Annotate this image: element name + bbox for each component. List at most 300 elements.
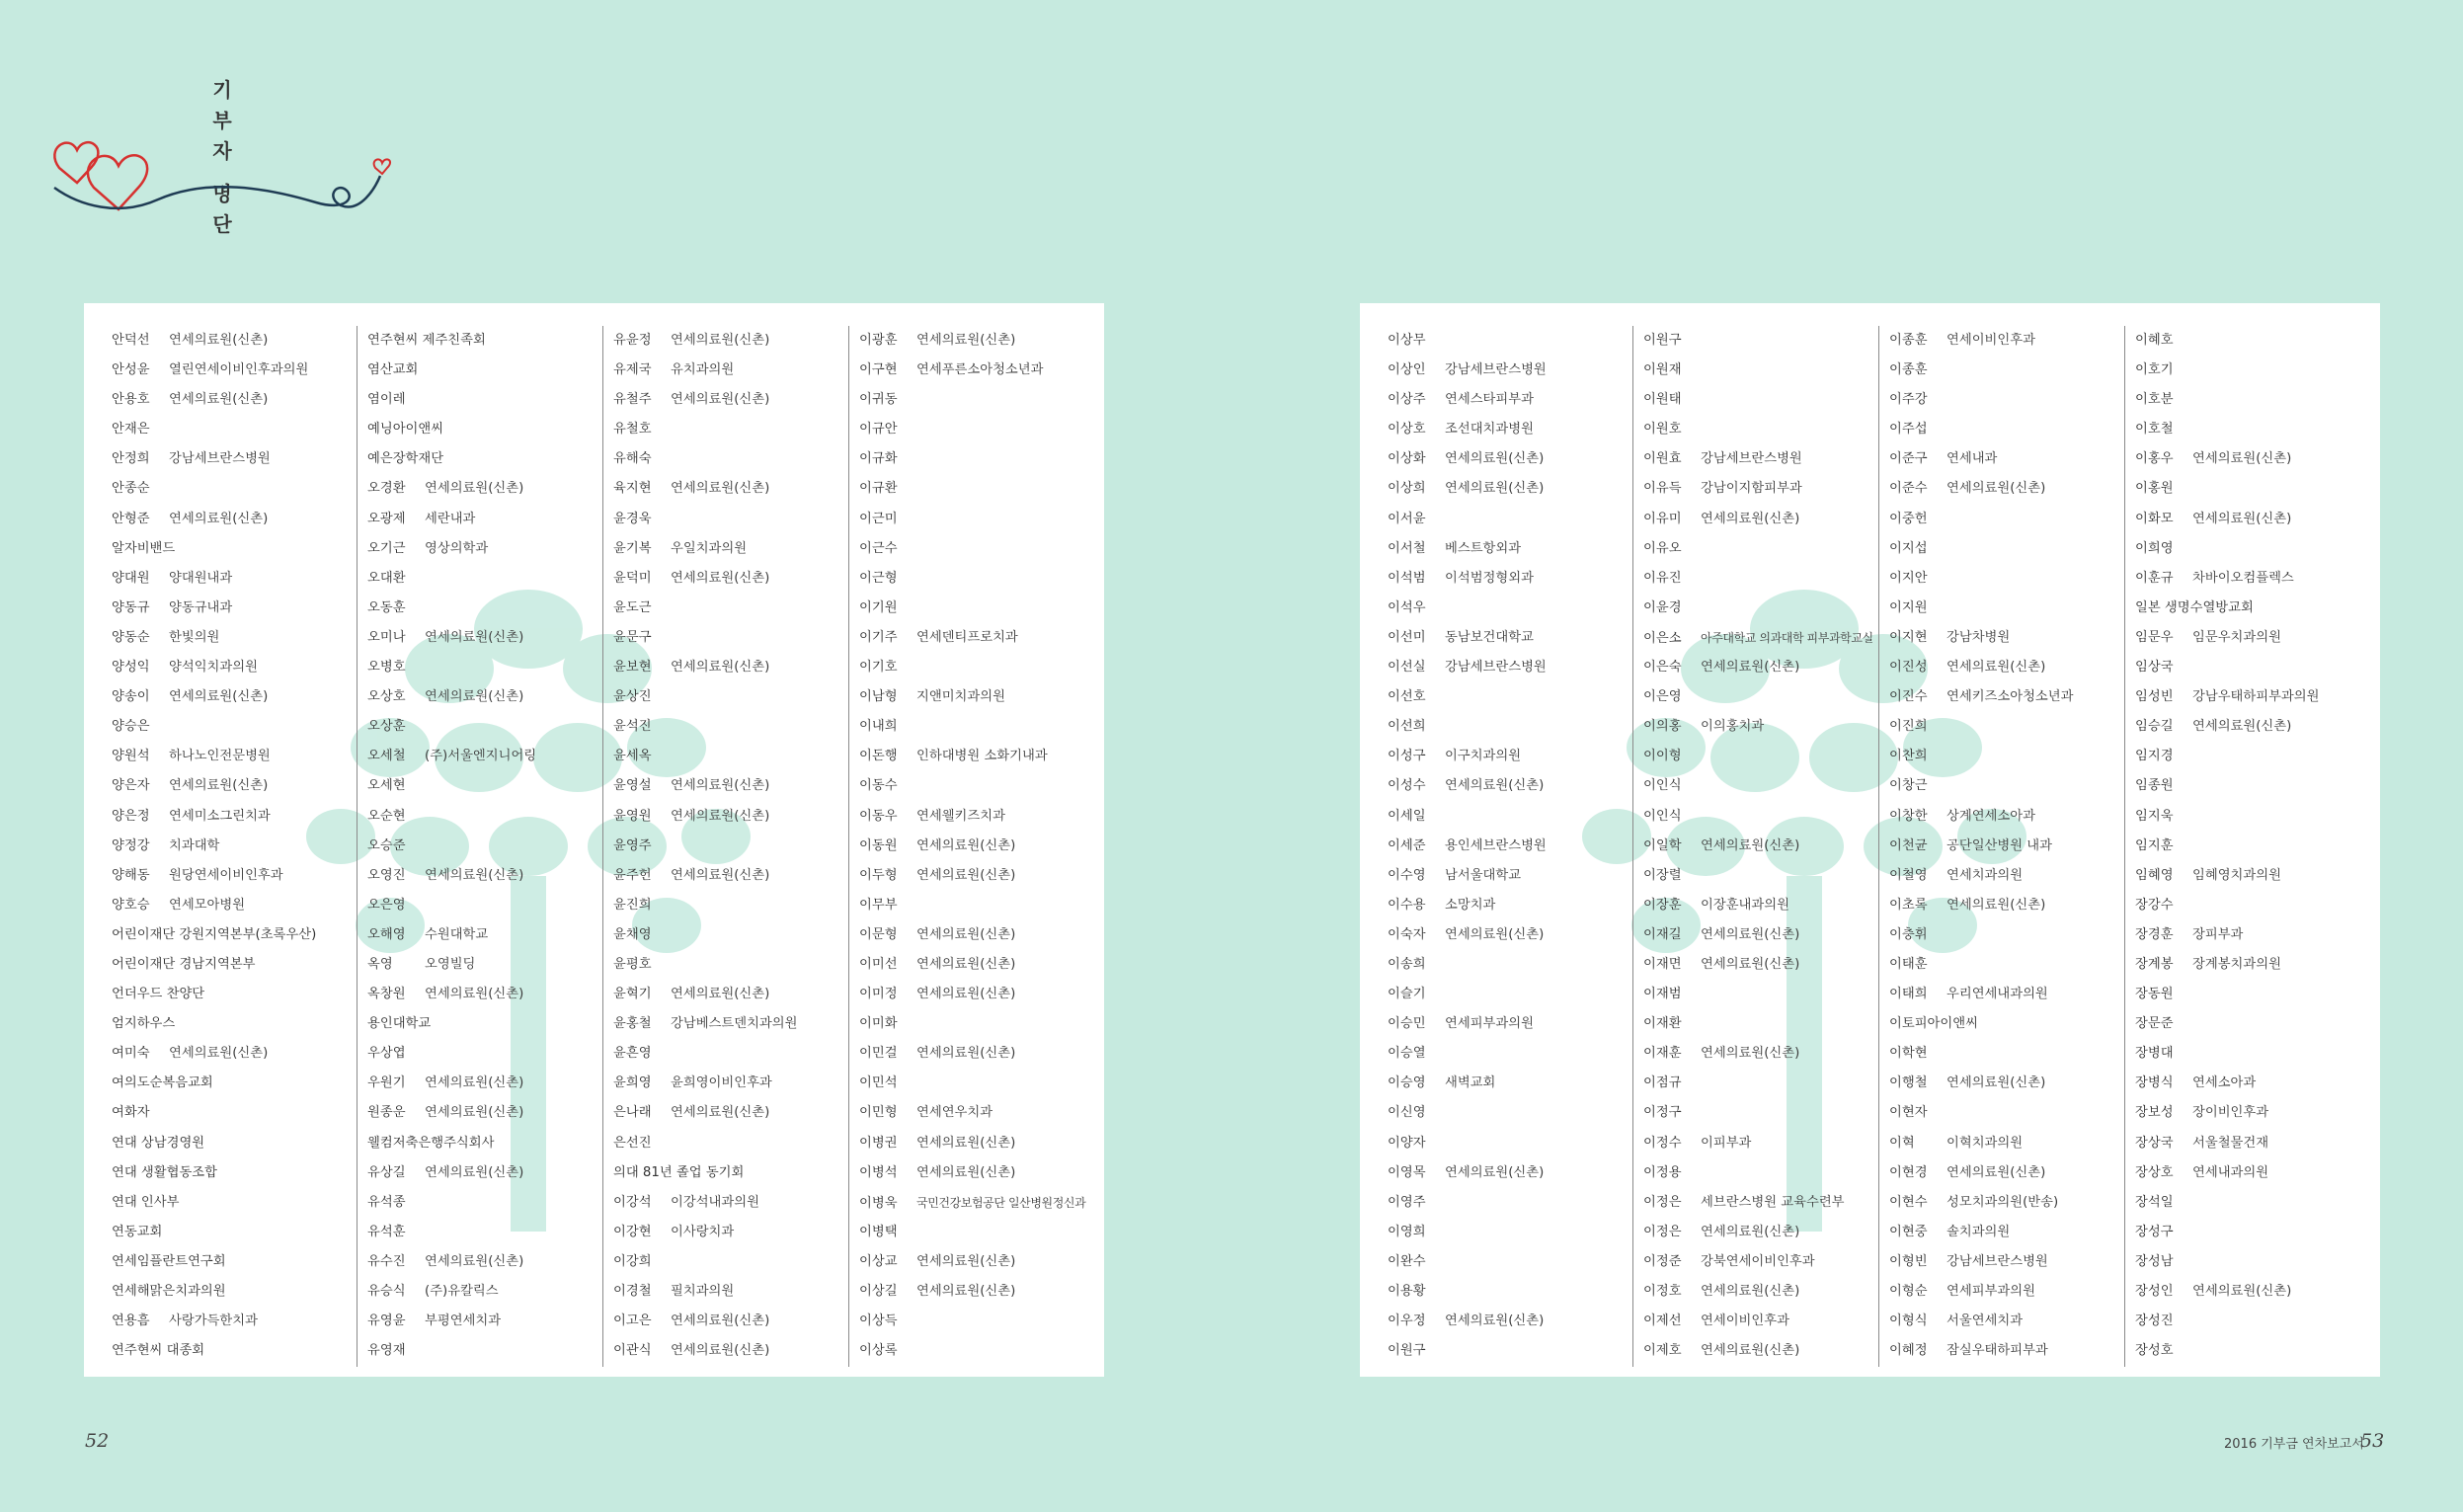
donor-name: 장성진 xyxy=(2135,1313,2174,1329)
donor-name: 유영재 xyxy=(367,1343,406,1359)
donor-row xyxy=(849,1098,1094,1128)
donor-row xyxy=(603,802,848,832)
donor-name: 양승은 xyxy=(112,719,150,735)
donor-row xyxy=(358,1247,602,1277)
donor-row xyxy=(358,474,602,504)
donor-organization: 연세의료원(신촌) xyxy=(1445,451,1545,467)
donor-row xyxy=(112,534,357,564)
donor-name: 유승식 xyxy=(367,1284,406,1299)
donor-row xyxy=(112,1039,357,1069)
donor-name: 안성윤 xyxy=(112,362,150,378)
donor-row xyxy=(1633,356,1878,385)
donor-row xyxy=(1633,594,1878,623)
donor-name: 양은자 xyxy=(112,778,150,794)
donor-name: 이양자 xyxy=(1388,1135,1426,1151)
donor-name: 이돈행 xyxy=(859,749,898,764)
donor-row xyxy=(112,564,357,594)
donor-row xyxy=(112,326,357,356)
donor-row xyxy=(112,1009,357,1039)
donor-organization: 연세의료원(신촌) xyxy=(916,837,1016,853)
donor-row xyxy=(1633,623,1878,653)
donor-name: 유철주 xyxy=(613,392,652,408)
donor-row xyxy=(2125,385,2370,415)
donor-row xyxy=(1388,356,1632,385)
donor-name: 이슬기 xyxy=(1388,987,1426,1002)
donor-name: 윤석진 xyxy=(613,719,652,735)
donor-name: 이송희 xyxy=(1388,956,1426,972)
donor-row xyxy=(2125,1247,2370,1277)
donor-row xyxy=(358,1277,602,1307)
donor-name: 이내희 xyxy=(859,719,898,735)
donor-name: 이기주 xyxy=(859,629,898,645)
donor-name: 이미화 xyxy=(859,1016,898,1032)
donor-name: 이구현 xyxy=(859,362,898,378)
donor-row xyxy=(1633,802,1878,832)
donor-name: 이은영 xyxy=(1643,689,1682,705)
donor-row xyxy=(112,950,357,980)
donor-name: 이우정 xyxy=(1388,1313,1426,1329)
donor-row xyxy=(1633,1129,1878,1158)
donor-organization: 연세의료원(신촌) xyxy=(425,987,524,1002)
donor-organization: 인하대병원 소화기내과 xyxy=(916,749,1048,764)
donor-name: 용인대학교 xyxy=(367,1016,432,1032)
donor-row xyxy=(112,1188,357,1218)
donor-row xyxy=(1879,653,2124,682)
donor-name: 유해숙 xyxy=(613,451,652,467)
donor-row xyxy=(358,1069,602,1098)
donor-name: 이규안 xyxy=(859,422,898,438)
donor-row xyxy=(1879,832,2124,861)
donor-row xyxy=(2125,1158,2370,1188)
donor-organization: 연세의료원(신촌) xyxy=(671,987,770,1002)
donor-row xyxy=(603,920,848,950)
donor-name: 이상교 xyxy=(859,1253,898,1269)
donor-row xyxy=(2125,1218,2370,1247)
report-title: 2016 기부금 연차보고서 xyxy=(2224,1437,2364,1452)
donor-name: 임문우 xyxy=(2135,629,2174,645)
donor-row xyxy=(603,950,848,980)
donor-organization: 연세의료원(신촌) xyxy=(671,867,770,883)
donor-row xyxy=(2125,891,2370,920)
donor-organization: 강남세브란스병원 xyxy=(1947,1253,2048,1269)
donor-name: 이민걸 xyxy=(859,1046,898,1062)
donor-row xyxy=(2125,1069,2370,1098)
donor-name: 이승열 xyxy=(1388,1046,1426,1062)
donor-row xyxy=(358,1336,602,1366)
donor-row xyxy=(1388,1218,1632,1247)
donor-name: 오순현 xyxy=(367,808,406,824)
donor-row xyxy=(112,444,357,474)
donor-name: 이호철 xyxy=(2135,422,2174,438)
donor-row xyxy=(1388,950,1632,980)
donor-organization: 연세의료원(신촌) xyxy=(671,1343,770,1359)
donor-row xyxy=(358,771,602,801)
donor-row xyxy=(1879,474,2124,504)
donor-organization: 부평연세치과 xyxy=(425,1313,502,1329)
donor-organization: 우리연세내과의원 xyxy=(1947,987,2048,1002)
donor-organization: 연세의료원(신촌) xyxy=(169,392,269,408)
donor-name: 이지원 xyxy=(1889,599,1928,615)
donor-name: 연주현씨 대종회 xyxy=(112,1343,205,1359)
donor-organization: 새벽교회 xyxy=(1445,1075,1496,1091)
donor-organization: 연세의료원(신촌) xyxy=(916,1164,1016,1180)
donor-name: 장문준 xyxy=(2135,1016,2174,1032)
donor-row xyxy=(603,1009,848,1039)
donor-organization: 양대원내과 xyxy=(169,570,233,586)
donor-name: 임지훈 xyxy=(2135,837,2174,853)
donor-row xyxy=(849,712,1094,742)
donor-column xyxy=(1388,326,1632,1367)
donor-row xyxy=(1633,742,1878,771)
donor-row xyxy=(603,1218,848,1247)
donor-name: 이재범 xyxy=(1643,987,1682,1002)
donor-organization: 연세의료원(신촌) xyxy=(169,333,269,348)
donor-name: 이유득 xyxy=(1643,481,1682,497)
donor-organization: 강남우태하피부과의원 xyxy=(2192,689,2320,705)
donor-name: 이서철 xyxy=(1388,540,1426,556)
donor-row xyxy=(358,1039,602,1069)
donor-name: 이영목 xyxy=(1388,1164,1426,1180)
donor-row xyxy=(1388,1188,1632,1218)
donor-organization: 연세의료원(신촌) xyxy=(1701,956,1800,972)
donor-row xyxy=(1633,444,1878,474)
donor-list-page-right xyxy=(1360,303,2380,1377)
donor-organization: 강남세브란스병원 xyxy=(1701,451,1802,467)
donor-name: 이종훈 xyxy=(1889,362,1928,378)
donor-name: 유제국 xyxy=(613,362,652,378)
donor-name: 장성구 xyxy=(2135,1224,2174,1239)
donor-name: 이화모 xyxy=(2135,511,2174,526)
donor-list-page-left xyxy=(84,303,1104,1377)
donor-name: 오상호 xyxy=(367,689,406,705)
donor-organization: 연세의료원(신촌) xyxy=(425,1075,524,1091)
donor-row xyxy=(603,1188,848,1218)
donor-name: 이은소 xyxy=(1643,630,1682,646)
donor-row xyxy=(849,1188,1094,1218)
donor-organization: 국민건강보험공단 일산병원정신과 xyxy=(916,1195,1086,1210)
donor-name: 이현수 xyxy=(1889,1194,1928,1210)
donor-organization: 연세이비인후과 xyxy=(1701,1313,1789,1329)
donor-name: 안형준 xyxy=(112,511,150,526)
donor-row xyxy=(112,742,357,771)
donor-row xyxy=(112,1277,357,1307)
donor-name: 이홍우 xyxy=(2135,451,2174,467)
donor-row xyxy=(603,326,848,356)
donor-row xyxy=(358,594,602,623)
donor-row xyxy=(112,891,357,920)
donor-organization: 연세의료원(신촌) xyxy=(1947,897,2046,913)
donor-name: 이원호 xyxy=(1643,422,1682,438)
donor-row xyxy=(1633,653,1878,682)
donor-name: 언더우드 찬양단 xyxy=(112,987,205,1002)
donor-row xyxy=(1633,415,1878,444)
donor-row xyxy=(1879,415,2124,444)
donor-organization: 솔치과의원 xyxy=(1947,1224,2011,1239)
donor-row xyxy=(849,594,1094,623)
donor-row xyxy=(1633,771,1878,801)
donor-row xyxy=(603,444,848,474)
donor-name: 이준수 xyxy=(1889,481,1928,497)
donor-name: 이유진 xyxy=(1643,570,1682,586)
donor-name: 이점규 xyxy=(1643,1075,1682,1091)
donor-name: 이원구 xyxy=(1388,1343,1426,1359)
donor-organization: 연세의료원(신촌) xyxy=(2192,451,2292,467)
donor-organization: 공단일산병원 내과 xyxy=(1947,837,2052,853)
donor-name: 이근수 xyxy=(859,540,898,556)
donor-name: 이수용 xyxy=(1388,897,1426,913)
donor-name: 이영주 xyxy=(1388,1194,1426,1210)
donor-row xyxy=(603,356,848,385)
donor-row xyxy=(1633,1039,1878,1069)
donor-organization: 이석범정형외과 xyxy=(1445,570,1534,586)
donor-name: 알자비밴드 xyxy=(112,540,176,556)
donor-name: 연용흠 xyxy=(112,1313,150,1329)
donor-row xyxy=(358,564,602,594)
donor-name: 이동원 xyxy=(859,837,898,853)
donor-name: 양원석 xyxy=(112,749,150,764)
donor-name: 이상화 xyxy=(1388,451,1426,467)
donor-organization: 임혜영치과의원 xyxy=(2192,867,2281,883)
donor-name: 오해영 xyxy=(367,926,406,942)
donor-organization: 연세피부과의원 xyxy=(1947,1284,2035,1299)
donor-column xyxy=(602,326,848,1367)
donor-row xyxy=(1388,1039,1632,1069)
donor-name: 이형식 xyxy=(1889,1313,1928,1329)
donor-organization: 강남세브란스병원 xyxy=(169,451,271,467)
donor-name: 이동우 xyxy=(859,808,898,824)
donor-row xyxy=(1879,1277,2124,1307)
donor-row xyxy=(1388,802,1632,832)
donor-organization: 오영빌딩 xyxy=(425,956,476,972)
donor-organization: 사랑가득한치과 xyxy=(169,1313,258,1329)
donor-row xyxy=(1388,623,1632,653)
donor-name: 이선미 xyxy=(1388,629,1426,645)
donor-row xyxy=(603,832,848,861)
donor-row xyxy=(603,861,848,891)
donor-organization: 연세연우치과 xyxy=(916,1105,993,1121)
donor-organization: 강남차병원 xyxy=(1947,629,2011,645)
donor-name: 이준구 xyxy=(1889,451,1928,467)
donor-name: 이기호 xyxy=(859,660,898,676)
donor-name: 양동순 xyxy=(112,629,150,645)
donor-name: 이원구 xyxy=(1643,333,1682,348)
donor-row xyxy=(1633,1188,1878,1218)
donor-row xyxy=(1633,1277,1878,1307)
donor-row xyxy=(1633,505,1878,534)
donor-row xyxy=(358,356,602,385)
donor-row xyxy=(112,980,357,1009)
donor-name: 이형빈 xyxy=(1889,1253,1928,1269)
donor-row xyxy=(849,891,1094,920)
donor-row xyxy=(603,1336,848,1366)
donor-row xyxy=(358,534,602,564)
donor-row xyxy=(849,1129,1094,1158)
donor-name: 장강수 xyxy=(2135,897,2174,913)
donor-row xyxy=(1879,1247,2124,1277)
donor-row xyxy=(1879,1009,2124,1039)
donor-name: 임종원 xyxy=(2135,778,2174,794)
heading-char: 자 xyxy=(212,139,232,163)
hearts-decoration-icon xyxy=(40,128,405,227)
donor-organization: 연세키즈소아청소년과 xyxy=(1947,689,2074,705)
donor-row xyxy=(112,415,357,444)
heading-char: 명 xyxy=(212,182,232,205)
donor-name: 엄지하우스 xyxy=(112,1016,176,1032)
donor-name: 이민석 xyxy=(859,1075,898,1091)
donor-row xyxy=(358,415,602,444)
donor-name: 이귀동 xyxy=(859,392,898,408)
donor-row xyxy=(112,1218,357,1247)
donor-name: 연동교회 xyxy=(112,1224,163,1239)
donor-organization: 연세의료원(신촌) xyxy=(425,1164,524,1180)
donor-name: 유석종 xyxy=(367,1194,406,1210)
donor-row xyxy=(1388,474,1632,504)
donor-name: 오광제 xyxy=(367,511,406,526)
donor-organization: 연세의료원(신촌) xyxy=(671,570,770,586)
donor-name: 이토피아이앤씨 xyxy=(1889,1016,1978,1032)
donor-organization: 연세의료원(신촌) xyxy=(1701,1284,1800,1299)
donor-organization: (주)서울엔지니어링 xyxy=(425,749,537,764)
donor-organization: 차바이오컴플렉스 xyxy=(2192,570,2294,586)
donor-row xyxy=(2125,415,2370,444)
donor-row xyxy=(849,950,1094,980)
donor-name: 이승영 xyxy=(1388,1075,1426,1091)
donor-name: 장계봉 xyxy=(2135,956,2174,972)
donor-row xyxy=(849,1158,1094,1188)
donor-organization: 연세의료원(신촌) xyxy=(916,1046,1016,1062)
donor-name: 은나래 xyxy=(613,1105,652,1121)
donor-name: 유윤정 xyxy=(613,333,652,348)
donor-name: 이미선 xyxy=(859,956,898,972)
donor-row xyxy=(1388,594,1632,623)
donor-name: 이현경 xyxy=(1889,1164,1928,1180)
donor-row xyxy=(1633,712,1878,742)
donor-row xyxy=(1633,920,1878,950)
donor-name: 장병대 xyxy=(2135,1046,2174,1062)
donor-organization: 연세의료원(신촌) xyxy=(916,1135,1016,1151)
donor-organization: 연세의료원(신촌) xyxy=(1701,511,1800,526)
donor-row xyxy=(1633,385,1878,415)
donor-row xyxy=(358,1188,602,1218)
donor-name: 이광훈 xyxy=(859,333,898,348)
donor-name: 임상국 xyxy=(2135,660,2174,676)
donor-row xyxy=(603,534,848,564)
donor-name: 이완수 xyxy=(1388,1253,1426,1269)
donor-row xyxy=(849,920,1094,950)
donor-organization: 연세모아병원 xyxy=(169,897,246,913)
donor-row xyxy=(603,385,848,415)
donor-name: 이천균 xyxy=(1889,837,1928,853)
donor-organization: 연세의료원(신촌) xyxy=(916,987,1016,1002)
donor-name: 이정준 xyxy=(1643,1253,1682,1269)
donor-organization: 성모치과의원(반송) xyxy=(1947,1194,2059,1210)
donor-row xyxy=(112,653,357,682)
donor-name: 의대 81년 졸업 동기회 xyxy=(613,1164,745,1180)
donor-name: 이주섭 xyxy=(1889,422,1928,438)
donor-organization: 이구치과의원 xyxy=(1445,749,1522,764)
donor-name: 오상훈 xyxy=(367,719,406,735)
donor-column xyxy=(848,326,1094,1367)
donor-row xyxy=(2125,742,2370,771)
donor-name: 이장렬 xyxy=(1643,867,1682,883)
donor-organization: 연세의료원(신촌) xyxy=(671,660,770,676)
donor-row xyxy=(1633,564,1878,594)
donor-row xyxy=(1388,1129,1632,1158)
donor-row xyxy=(1879,534,2124,564)
donor-row xyxy=(1879,623,2124,653)
donor-name: 이유오 xyxy=(1643,540,1682,556)
donor-row xyxy=(112,802,357,832)
donor-name: 오은영 xyxy=(367,897,406,913)
donor-name: 이상주 xyxy=(1388,392,1426,408)
donor-row xyxy=(2125,1039,2370,1069)
donor-organization: 우일치과의원 xyxy=(671,540,748,556)
donor-organization: 연세의료원(신촌) xyxy=(1701,1046,1800,1062)
donor-row xyxy=(849,742,1094,771)
donor-row xyxy=(112,832,357,861)
donor-name: 이재면 xyxy=(1643,956,1682,972)
donor-row xyxy=(603,623,848,653)
donor-organization: 상계연세소아과 xyxy=(1947,808,2035,824)
donor-name: 이강현 xyxy=(613,1224,652,1239)
donor-row xyxy=(603,712,848,742)
donor-row xyxy=(849,980,1094,1009)
donor-name: 이민형 xyxy=(859,1105,898,1121)
donor-row xyxy=(112,920,357,950)
donor-name: 염산교회 xyxy=(367,362,419,378)
donor-name: 윤희영 xyxy=(613,1075,652,1091)
donor-name: 오영진 xyxy=(367,867,406,883)
donor-organization: 이혁치과의원 xyxy=(1947,1135,2024,1151)
donor-name: 오세현 xyxy=(367,778,406,794)
donor-organization: 연세의료원(신촌) xyxy=(916,926,1016,942)
donor-name: 윤영주 xyxy=(613,837,652,853)
donor-name: 이중헌 xyxy=(1889,511,1928,526)
donor-row xyxy=(849,326,1094,356)
donor-row xyxy=(1633,1009,1878,1039)
donor-name: 안정희 xyxy=(112,451,150,467)
donor-name: 임승길 xyxy=(2135,719,2174,735)
donor-name: 육지현 xyxy=(613,481,652,497)
donor-row xyxy=(112,1069,357,1098)
donor-name: 이재길 xyxy=(1643,926,1682,942)
donor-organization: 치과대학 xyxy=(169,837,220,853)
donor-row xyxy=(849,1336,1094,1366)
donor-organization: 연세스타피부과 xyxy=(1445,392,1534,408)
donor-name: 이형순 xyxy=(1889,1284,1928,1299)
donor-organization: 장피부과 xyxy=(2192,926,2244,942)
donor-organization: 연세웰키즈치과 xyxy=(916,808,1005,824)
donor-name: 이정수 xyxy=(1643,1135,1682,1151)
donor-row xyxy=(1388,1277,1632,1307)
donor-row xyxy=(2125,920,2370,950)
donor-name: 이제호 xyxy=(1643,1343,1682,1359)
donor-name: 이강석 xyxy=(613,1194,652,1210)
donor-organization: 연세의료원(신촌) xyxy=(169,689,269,705)
donor-organization: 아주대학교 의과대학 피부과학교실 xyxy=(1701,630,1873,645)
donor-name: 유수진 xyxy=(367,1253,406,1269)
donor-organization: 하나노인전문병원 xyxy=(169,749,271,764)
donor-row xyxy=(358,950,602,980)
donor-row xyxy=(603,1039,848,1069)
donor-name: 이창한 xyxy=(1889,808,1928,824)
donor-row xyxy=(1388,534,1632,564)
donor-name: 이진수 xyxy=(1889,689,1928,705)
donor-organization: 지앤미치과의원 xyxy=(916,689,1005,705)
donor-row xyxy=(358,1098,602,1128)
donor-name: 연세해맑은치과의원 xyxy=(112,1284,226,1299)
donor-row xyxy=(1633,534,1878,564)
